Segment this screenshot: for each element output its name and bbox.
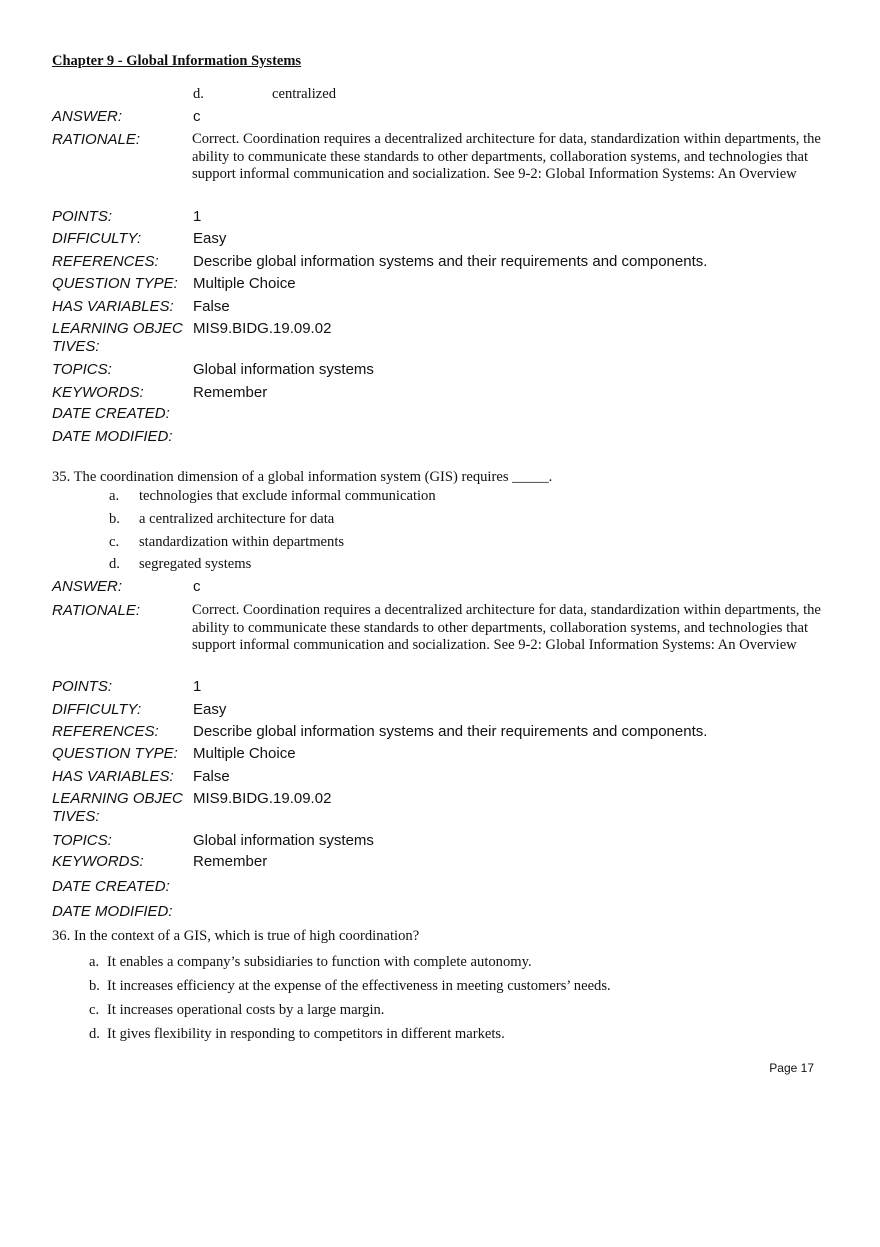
- page-number: Page 17: [769, 1061, 814, 1075]
- option-letter: b.: [89, 978, 100, 994]
- answer-label: ANSWER:: [52, 578, 123, 595]
- has-variables-label: HAS VARIABLES:: [52, 768, 174, 785]
- learning-objectives-label: LEARNING OBJEC: [52, 790, 183, 807]
- rationale-text: Correct. Coordination requires a decentralized architecture for data, standardization within departments, the ability to communicate these standards to other departments, collaboration systems, and technologies that support informal communication and socialization. See 9-2: Global Information Systems: An Overview: [192, 602, 821, 654]
- option-text: It gives flexibility in responding to competitors in different markets.: [107, 1026, 505, 1042]
- date-created-label: DATE CREATED:: [52, 405, 170, 422]
- option-text: segregated systems: [139, 556, 252, 572]
- option-text: It enables a company’s subsidiaries to function with complete autonomy.: [107, 954, 532, 970]
- references-label: REFERENCES:: [52, 723, 159, 740]
- option-text: a centralized architecture for data: [139, 511, 335, 527]
- option-text: It increases efficiency at the expense of the effectiveness in meeting customers’ needs.: [107, 978, 611, 994]
- learning-objectives-label: LEARNING OBJEC: [52, 320, 183, 337]
- question-stem: 35. The coordination dimension of a global information system (GIS) requires _____.: [52, 469, 553, 485]
- date-created-label: DATE CREATED:: [52, 878, 170, 895]
- has-variables-value: False: [193, 768, 230, 785]
- points-value: 1: [193, 208, 202, 225]
- answer-label: ANSWER:: [52, 108, 123, 125]
- question-type-value: Multiple Choice: [193, 745, 296, 762]
- references-label: REFERENCES:: [52, 253, 159, 270]
- question-type-label: QUESTION TYPE:: [52, 745, 178, 762]
- references-value: Describe global information systems and their requirements and components.: [193, 723, 708, 740]
- question-stem: 36. In the context of a GIS, which is true of high coordination?: [52, 928, 420, 944]
- option-letter: d.: [193, 86, 204, 102]
- has-variables-label: HAS VARIABLES:: [52, 298, 174, 315]
- points-label: POINTS:: [52, 208, 113, 225]
- option-text: technologies that exclude informal communication: [139, 488, 436, 504]
- option-letter: c.: [89, 1002, 100, 1018]
- rationale-label: RATIONALE:: [52, 131, 141, 148]
- option-letter: a.: [89, 954, 100, 970]
- has-variables-value: False: [193, 298, 230, 315]
- keywords-label: KEYWORDS:: [52, 853, 144, 870]
- chapter-title: Chapter 9 - Global Information Systems: [52, 53, 302, 69]
- topics-value: Global information systems: [193, 832, 374, 849]
- keywords-value: Remember: [193, 853, 268, 870]
- option-letter: c.: [109, 534, 120, 550]
- option-text: It increases operational costs by a large margin.: [107, 1002, 385, 1018]
- date-modified-label: DATE MODIFIED:: [52, 903, 173, 920]
- option-letter: d.: [89, 1026, 100, 1042]
- question-type-label: QUESTION TYPE:: [52, 275, 178, 292]
- option-letter: b.: [109, 511, 120, 527]
- date-modified-label: DATE MODIFIED:: [52, 428, 173, 445]
- topics-value: Global information systems: [193, 361, 374, 378]
- rationale-label: RATIONALE:: [52, 602, 141, 619]
- question-type-value: Multiple Choice: [193, 275, 296, 292]
- difficulty-value: Easy: [193, 701, 227, 718]
- option-letter: d.: [109, 556, 120, 572]
- points-label: POINTS:: [52, 678, 113, 695]
- learning-objectives-value: MIS9.BIDG.19.09.02: [193, 790, 332, 807]
- points-value: 1: [193, 678, 202, 695]
- option-text: centralized: [272, 86, 337, 102]
- learning-objectives-label-cont: TIVES:: [52, 808, 100, 825]
- rationale-text: Correct. Coordination requires a decentralized architecture for data, standardization within departments, the ability to communicate these standards to other departments, collaboration systems, and technologies that support informal communication and socialization. See 9-2: Global Information Systems: An Overview: [192, 131, 821, 183]
- topics-label: TOPICS:: [52, 361, 112, 378]
- difficulty-label: DIFFICULTY:: [52, 701, 142, 718]
- option-text: standardization within departments: [139, 534, 345, 550]
- option-letter: a.: [109, 488, 120, 504]
- topics-label: TOPICS:: [52, 832, 112, 849]
- difficulty-label: DIFFICULTY:: [52, 230, 142, 247]
- difficulty-value: Easy: [193, 230, 227, 247]
- keywords-value: Remember: [193, 384, 268, 401]
- answer-value: c: [193, 578, 201, 595]
- references-value: Describe global information systems and their requirements and components.: [193, 253, 708, 270]
- learning-objectives-label-cont: TIVES:: [52, 338, 100, 355]
- learning-objectives-value: MIS9.BIDG.19.09.02: [193, 320, 332, 337]
- answer-value: c: [193, 108, 201, 125]
- keywords-label: KEYWORDS:: [52, 384, 144, 401]
